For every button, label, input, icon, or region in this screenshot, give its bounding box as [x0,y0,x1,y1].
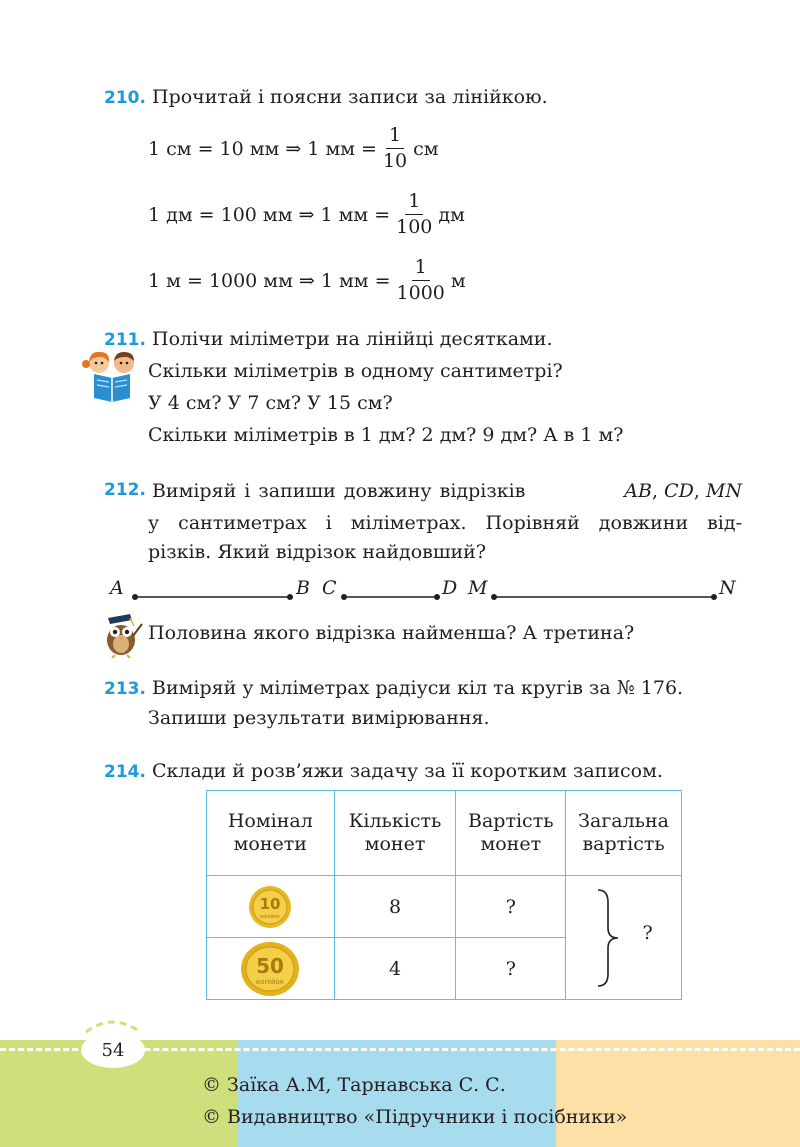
numerator: 1 [386,126,404,149]
instruction-text: Виміряй у міліметрах радіуси кіл та кругів за № 176. [152,677,684,699]
footer-credit-authors: © Заїка А.М, Тарнавська С. С. [202,1074,506,1096]
denominator: 100 [396,216,433,238]
instruction-text: Склади й розв’яжи задачу за її коротким записом. [152,760,663,782]
header-cell-denomination [207,791,335,876]
coin-cell [207,876,335,938]
denominator: 10 [382,150,408,172]
owl-teacher-icon [100,612,144,658]
page-number-badge [74,1016,152,1070]
equation-left: 1 дм = 100 мм ⇒ 1 мм = [148,203,391,226]
equation-dm [148,192,465,237]
segment-labels [624,480,742,502]
footer-credit-publisher: © Видавництво «Підручники і посібники» [202,1106,628,1128]
separator: , [651,480,658,502]
coin-10-icon [248,885,292,929]
total-cell [566,876,682,1000]
header-text: монет [364,833,426,855]
header-cell-total [566,791,682,876]
header-text: Загальна [578,810,670,833]
unit: см [413,137,439,160]
exercise-number: 210. [104,88,146,108]
exercise-212-line2: у сантиметрах і міліметрах. Порівняй довжини від- [148,512,742,534]
exercise-212-owl-question: Половина якого відрізка найменша? А третина? [148,622,635,644]
exercise-212-line1 [104,480,742,502]
cost-cell: ? [456,938,566,1000]
equation-m [148,258,466,303]
header-text: Номінал [227,810,313,833]
exercise-210-instruction [104,86,548,108]
header-text: вартість [582,833,665,855]
segment-mn-label: MN [705,480,742,502]
unit: м [450,269,466,292]
separator: , [693,480,700,502]
segment-mn [491,594,717,600]
page-footer [0,1040,800,1147]
point-n-label: N [719,577,736,599]
header-text: Вартість [468,810,554,833]
coin-value: 10 [259,894,281,913]
count-cell: 4 [334,938,456,1000]
header-text: Кількість [348,810,442,833]
equation-left: 1 см = 10 мм ⇒ 1 мм = [148,137,377,160]
brace-icon [594,886,634,990]
point-b-label: B [296,577,310,599]
fraction [383,126,407,171]
exercise-213-line1 [104,677,683,699]
exercise-number: 211. [104,330,146,350]
exercise-number: 214. [104,762,146,782]
equation-cm [148,126,439,171]
footer-orange-band [556,1040,800,1147]
instruction-text: Виміряй і запиши довжину відрізків [151,480,526,502]
header-text: монети [233,833,307,855]
unit: дм [438,203,465,226]
exercise-211-line1 [104,328,553,350]
cost-cell: ? [456,876,566,938]
coins-table [206,790,682,1000]
kids-reading-icon [82,350,144,402]
header-cell-cost [456,791,566,876]
instruction-text: Полічи міліметри на лінійці десятками. [152,328,553,350]
exercise-211-line2: Скільки міліметрів в одному сантиметрі? [148,360,563,382]
exercise-213-line2: Запиши результати вимірювання. [148,707,490,729]
table-header-row [207,791,682,876]
numerator: 1 [405,192,423,215]
fraction [397,258,445,303]
table-row [207,876,682,938]
exercise-number: 212. [104,480,146,500]
equation-left: 1 м = 1000 мм ⇒ 1 мм = [148,269,391,292]
exercise-211-line4: Скільки міліметрів в 1 дм? 2 дм? 9 дм? А в 1 м? [148,424,624,446]
fraction [396,192,432,237]
point-c-label: C [322,577,337,599]
exercise-214-instruction [104,760,663,782]
point-m-label: M [468,577,488,599]
segment-cd [341,594,440,600]
coin-word: копійок [256,977,285,986]
page-number: 54 [101,1040,125,1061]
segments-figure [100,570,750,610]
denominator: 1000 [396,282,445,304]
point-a-label: A [110,577,124,599]
exercise-212-line3: різків. Який відрізок найдовший? [148,541,487,563]
segment-ab [132,594,293,600]
segment-cd-label: CD [664,480,694,502]
coin-cell [207,938,335,1000]
exercise-211-line3: У 4 см? У 7 см? У 15 см? [148,392,393,414]
coin-50-icon [240,941,300,997]
exercise-number: 213. [104,679,146,699]
coin-word: копійок [260,913,281,920]
header-cell-count [334,791,456,876]
header-text: монет [480,833,542,855]
segment-ab-label: AB [624,480,652,502]
total-value: ? [642,921,653,944]
numerator: 1 [412,258,430,281]
coin-value: 50 [256,953,285,978]
point-d-label: D [442,577,458,599]
instruction-text: Прочитай і поясни записи за лінійкою. [152,86,548,108]
count-cell: 8 [334,876,456,938]
